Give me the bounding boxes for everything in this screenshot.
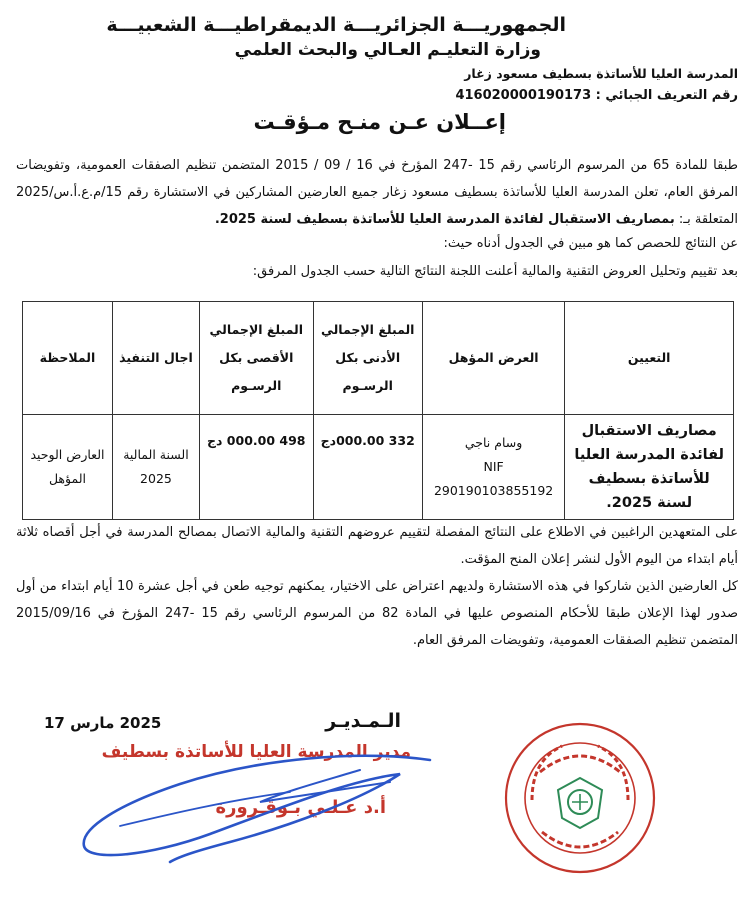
min-amount-value: 332 000.00دج (320, 433, 415, 448)
cell-min-amount (313, 415, 422, 520)
table-header-row (23, 302, 734, 415)
header-offer: العرض المؤهل (422, 302, 565, 415)
intro-paragraph (16, 152, 738, 233)
table-row (23, 415, 734, 520)
signature-date: 2025 مارس 17 (44, 714, 162, 732)
director-stamp-name: مدير المدرسة العليا للأساتذة بسطيف (101, 742, 411, 762)
intro-text: طبقا للمادة 65 من المرسوم الرئاسي رقم 15 -247 المؤرخ في 16 / 09 / 2015 المتضمن تنظيم الصفقات العمومية، وتفويضات المرفق العام، تعلن المدرسة العليا للأساتذة بسطيف مسعود زغار جميع العارضين المشاركين في الاستشارة رقم 15/م.ع.أ.س/2025 المتعلقة بـ: (16, 158, 738, 227)
announcement-title: إعــلان عـن منـح مـؤقـت (253, 110, 506, 134)
director-person: أ.د عـلـي بـوقـرورة (215, 797, 386, 818)
header-delay: اجال التنفيذ (112, 302, 199, 415)
institution-name: المدرسة العليا للأساتذة بسطيف مسعود زغار (464, 66, 738, 81)
republic-header: الجمهوريـــة الجزائريـــة الديمقراطيـــة الشعبيـــة (106, 14, 566, 36)
results-intro: عن النتائج للحصص كما هو مبين في الجدول أدناه حيث: (443, 236, 738, 251)
cell-delay (112, 415, 199, 520)
header-designation: التعيين (565, 302, 734, 415)
header-max-amount: المبلغ الإجمالي الأقصى بكل الرسـوم (199, 302, 313, 415)
offer-name: وسام ناجي (464, 435, 523, 450)
delay-line-1: السنة المالية (123, 447, 189, 462)
results-table (22, 301, 734, 520)
cell-max-amount (199, 415, 313, 520)
tax-id-value: 416020000190173 (455, 88, 592, 103)
offer-nif: 290190103855192 (433, 483, 554, 498)
header-min-amount: المبلغ الإجمالي الأدنى بكل الرسـوم (313, 302, 422, 415)
evaluation-text: بعد تقييم وتحليل العروض التقنية والمالية أعلنت اللجنة النتائج التالية حسب الجدول المرفق: (252, 264, 738, 279)
delay-line-2: 2025 (140, 471, 172, 486)
max-amount-value: 498 000.00 دج (207, 433, 306, 448)
appeal-paragraph: كل العارضين الذين شاركوا في هذه الاستشارة ولديهم اعتراض على الاختيار، يمكنهم توجيه طعن في أجل عشرة 10 أيام ابتداء من أول صدور لهذا الإعلان طبقا للأحكام المنصوص عليها في المادة 82 من المرسوم الرئاسي رقم 15 -247 المؤرخ في 2015/09/16 المتضمن تنظيم الصفقات العمومية، وتفويضات المرفق العام. (16, 579, 739, 648)
cell-designation: مصاريف الاستقبال لفائدة المدرسة العليا للأساتذة بسطيف لسنة 2025. (565, 415, 734, 520)
tax-id (455, 88, 738, 103)
handwritten-signature-icon (60, 730, 440, 870)
intro-subject: بمصاريف الاستقبال لفائدة المدرسة العليا للأساتذة بسطيف لسنة 2025. (214, 212, 675, 227)
official-stamp-icon (502, 720, 658, 876)
director-title: الـمـديـر (325, 710, 401, 732)
consultation-paragraph: على المتعهدين الراغبين في الاطلاع على النتائج المفصلة لتقييم عروضهم التقنية والمالية الاتصال بمصالح المدرسة في أجل أقصاه ثلاثة أيام ابتداء من اليوم الأول لنشر إعلان المنح المؤقت. (16, 525, 738, 567)
cell-note: العارض الوحيد المؤهل (23, 415, 113, 520)
tax-id-label: رقم التعريف الجبائي : (595, 88, 738, 103)
offer-nif-label: NIF (483, 459, 504, 474)
cell-offer (422, 415, 565, 520)
header-note: الملاحظة (23, 302, 113, 415)
ministry-header: وزارة التعليـم العـالي والبحث العلمي (234, 40, 541, 60)
